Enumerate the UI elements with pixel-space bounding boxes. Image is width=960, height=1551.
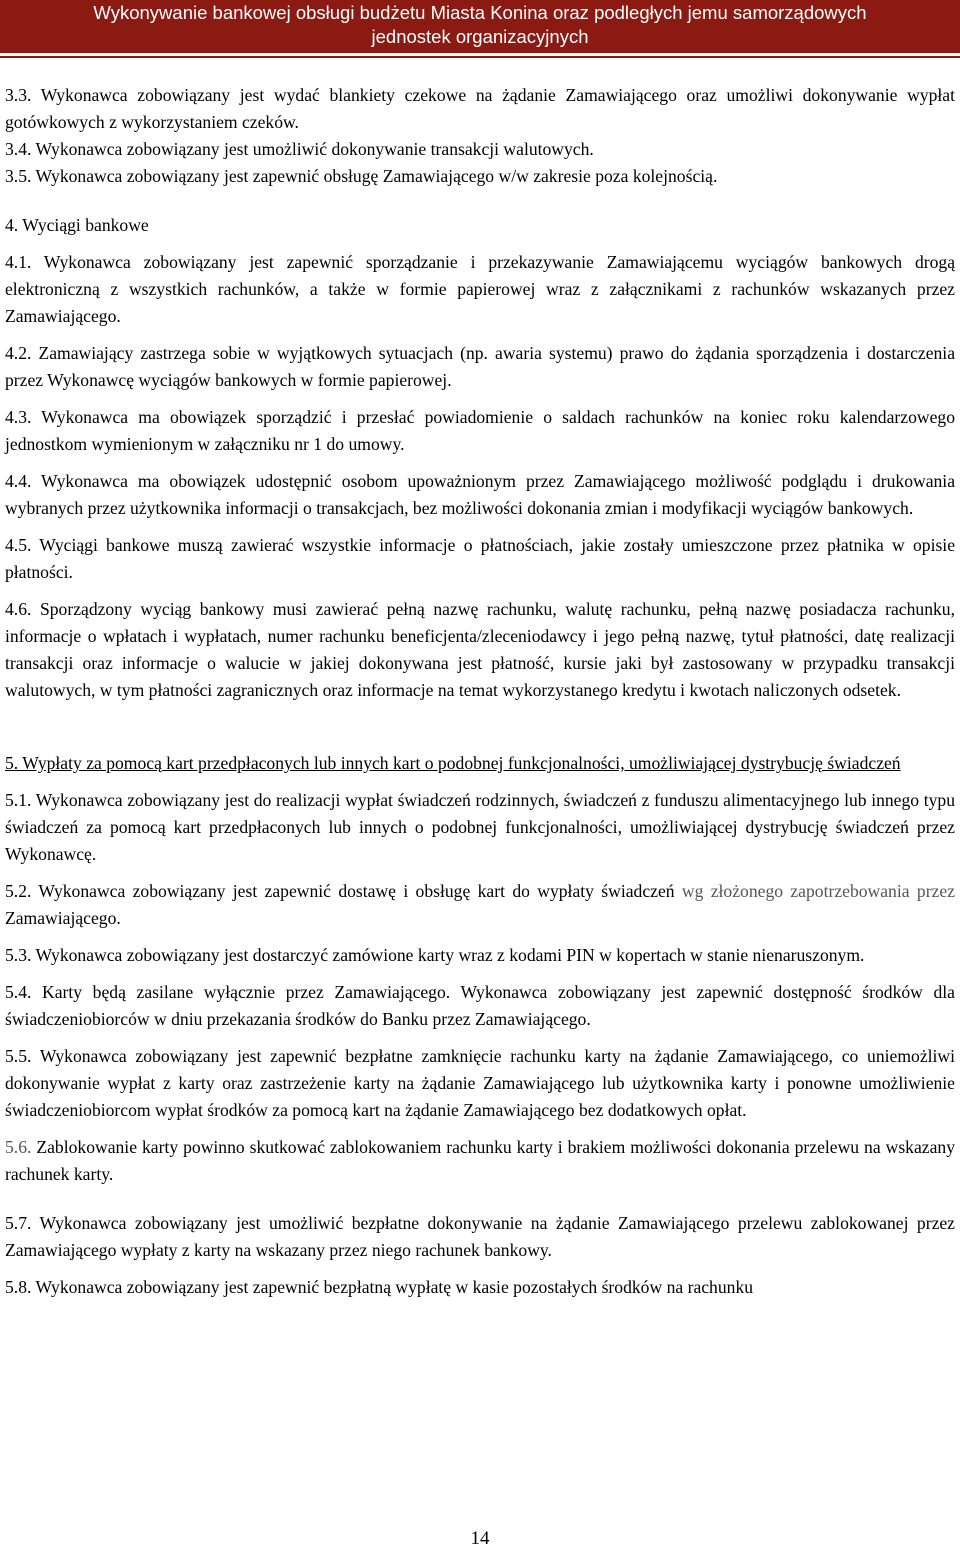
paragraph-5-8: 5.8. Wykonawca zobowiązany jest zapewnić bezpłatną wypłatę w kasie pozostałych środków na rachunku bbox=[5, 1277, 754, 1297]
paragraph-4-6: 4.6. Sporządzony wyciąg bankowy musi zawierać pełną nazwę rachunku, walutę rachunku, pełną nazwę posiadacza rachunku, informacje o wpłatach i wypłatach, numer rachunku beneficjenta/zleceniodawcy i jego pełną nazwę, tytuł płatności, datę realizacji transakcji oraz informacje o walucie w jakiej dokonywana jest płatność, kursie jaki był zastosowany w przypadku transakcji walutowych, w tym płatności zagranicznych oraz informacje na temat wykorzystanego kredytu i kwotach naliczonych odsetek. bbox=[5, 599, 955, 700]
paragraph-3-4: 3.4. Wykonawca zobowiązany jest umożliwić dokonywanie transakcji walutowych. bbox=[5, 139, 594, 159]
header-title-line-1: Wykonywanie bankowej obsługi budżetu Miasta Konina oraz podległych jemu samorządowych bbox=[93, 2, 867, 23]
paragraph-4-1: 4.1. Wykonawca zobowiązany jest zapewnić sporządzanie i przekazywanie Zamawiającemu wyciągów bankowych drogą elektroniczną z wszystkich rachunków, a także w formie papierowej wraz z załącznikami z rachunków wskazanych przez Zamawiającego. bbox=[5, 252, 955, 326]
header-title-line-2: jednostek organizacyjnych bbox=[371, 26, 589, 47]
paragraph-5-7: 5.7. Wykonawca zobowiązany jest umożliwić bezpłatne dokonywanie na żądanie Zamawiającego przelewu zablokowanej przez Zamawiającego wypłaty z karty na wskazany przez niego rachunek bankowy. bbox=[5, 1213, 955, 1260]
document-body bbox=[5, 82, 955, 1301]
paragraph-5-6-text: Zablokowanie karty powinno skutkować zablokowaniem rachunku karty i brakiem możliwości dokonania przelewu na wskazany rachunek karty. bbox=[5, 1137, 955, 1184]
paragraph-3-5: 3.5. Wykonawca zobowiązany jest zapewnić obsługę Zamawiającego w/w zakresie poza kolejnością. bbox=[5, 166, 718, 186]
paragraph-5-2-main: 5.2. Wykonawca zobowiązany jest zapewnić dostawę i obsługę kart do wypłaty świadczeń bbox=[5, 881, 675, 901]
header-divider bbox=[0, 56, 960, 58]
paragraph-5-2 bbox=[5, 878, 955, 932]
section-5-heading: 5. Wypłaty za pomocą kart przedpłaconych lub innych kart o podobnej funkcjonalności, umożliwiającej dystrybucję świadczeń bbox=[5, 753, 901, 773]
paragraph-5-6-number: 5.6. bbox=[5, 1137, 32, 1157]
page-number: 14 bbox=[470, 1528, 490, 1549]
paragraph-3-3: 3.3. Wykonawca zobowiązany jest wydać blankiety czekowe na żądanie Zamawiającego oraz umożliwi dokonywanie wypłat gotówkowych z wykorzystaniem czeków. bbox=[5, 85, 955, 132]
paragraph-5-2-end: Zamawiającego. bbox=[5, 908, 121, 928]
paragraph-4-5: 4.5. Wyciągi bankowe muszą zawierać wszystkie informacje o płatnościach, jakie zostały umieszczone przez płatnika w opisie płatności. bbox=[5, 535, 955, 582]
paragraph-5-5: 5.5. Wykonawca zobowiązany jest zapewnić bezpłatne zamknięcie rachunku karty na żądanie Zamawiającego, co uniemożliwi dokonywanie wypłat z karty oraz zastrzeżenie karty na żądanie Zamawiającego lub użytkownika karty i ponowne umożliwienie świadczeniobiorcom wypłat środków za pomocą kart na żądanie Zamawiającego bez dodatkowych opłat. bbox=[5, 1046, 955, 1120]
paragraph-4-3: 4.3. Wykonawca ma obowiązek sporządzić i przesłać powiadomienie o saldach rachunków na koniec roku kalendarzowego jednostkom wymienionym w załączniku nr 1 do umowy. bbox=[5, 407, 955, 454]
paragraph-5-3: 5.3. Wykonawca zobowiązany jest dostarczyć zamówione karty wraz z kodami PIN w kopertach w stanie nienaruszonym. bbox=[5, 945, 865, 965]
paragraph-5-1: 5.1. Wykonawca zobowiązany jest do realizacji wypłat świadczeń rodzinnych, świadczeń z funduszu alimentacyjnego lub innego typu świadczeń za pomocą kart przedpłaconych lub innych o podobnej funkcjonalności, umożliwiającej dystrybucję świadczeń przez Wykonawcę. bbox=[5, 790, 955, 864]
paragraph-4-4: 4.4. Wykonawca ma obowiązek udostępnić osobom upoważnionym przez Zamawiającego możliwość podglądu i drukowania wybranych przez użytkownika informacji o transakcjach, bez możliwości dokonania zmian i modyfikacji wyciągów bankowych. bbox=[5, 471, 955, 518]
paragraph-5-2-grey-text: wg złożonego zapotrzebowania przez bbox=[674, 881, 955, 901]
section-4-heading: 4. Wyciągi bankowe bbox=[5, 215, 149, 235]
paragraph-4-2: 4.2. Zamawiający zastrzega sobie w wyjątkowych sytuacjach (np. awaria systemu) prawo do żądania sporządzenia i dostarczenia przez Wykonawcę wyciągów bankowych w formie papierowej. bbox=[5, 343, 955, 390]
paragraph-5-6 bbox=[5, 1134, 955, 1188]
document-header bbox=[0, 0, 960, 53]
paragraph-5-4: 5.4. Karty będą zasilane wyłącznie przez Zamawiającego. Wykonawca zobowiązany jest zapewnić dostępność środków dla świadczeniobiorców w dniu przekazania środków do Banku przez Zamawiającego. bbox=[5, 982, 955, 1029]
